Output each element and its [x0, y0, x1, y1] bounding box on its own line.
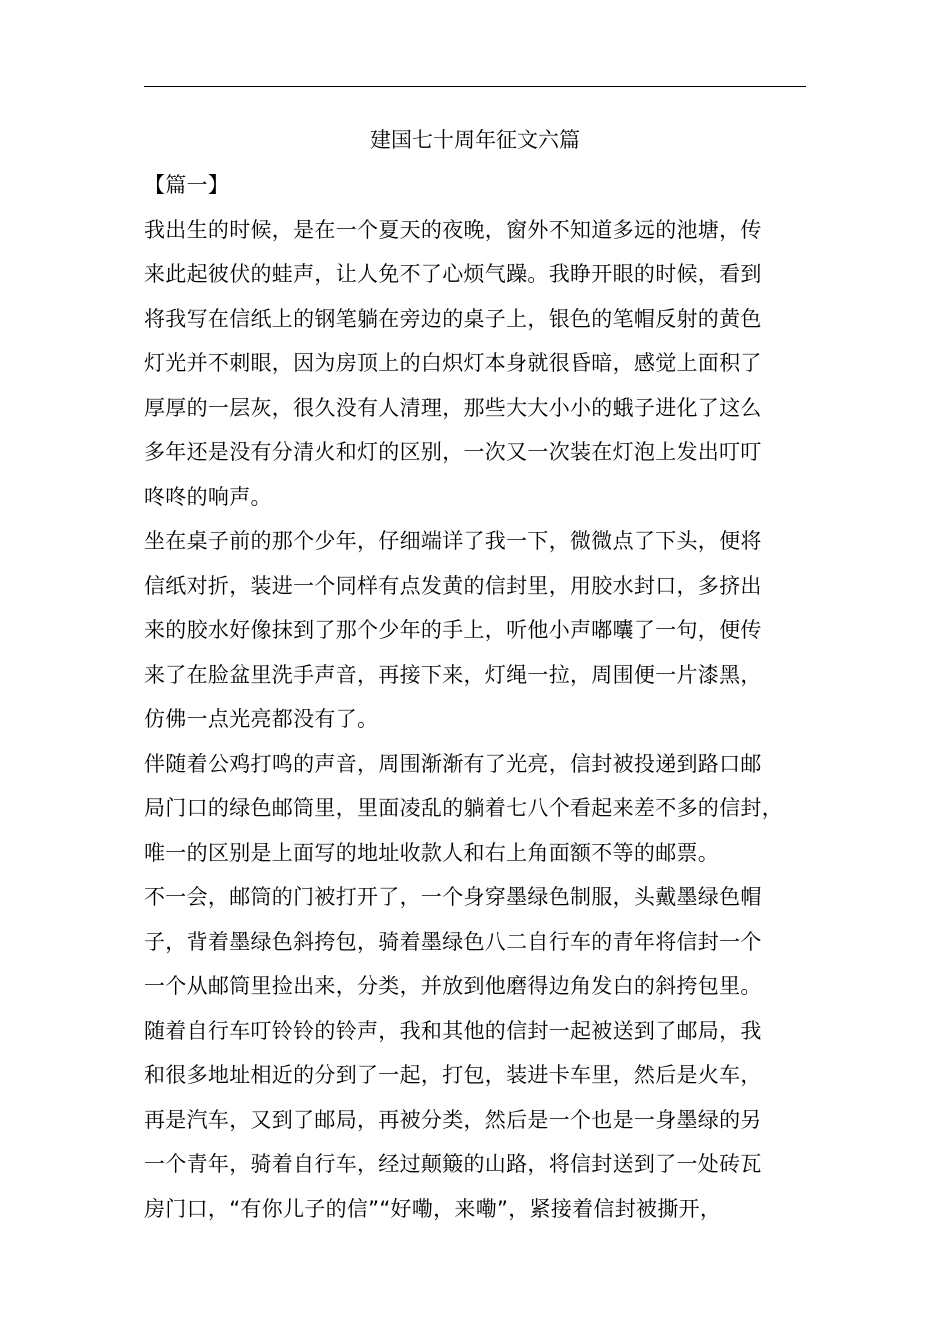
document-title: 建国七十周年征文六篇: [370, 128, 580, 152]
text-line: 厚厚的一层灰，很久没有人清理，那些大大小小的蛾子进化了这么: [144, 395, 762, 420]
text-line: 我出生的时候，是在一个夏天的夜晚，窗外不知道多远的池塘，传: [144, 217, 762, 242]
text-line: 伴随着公鸡打鸣的声音，周围渐渐有了光亮，信封被投递到路口邮: [144, 751, 762, 776]
text-line: 唯一的区别是上面写的地址收款人和右上角面额不等的邮票。: [144, 840, 720, 865]
text-line: 来的胶水好像抹到了那个少年的手上，听他小声嘟囔了一句，便传: [144, 618, 762, 642]
text-line: 将我写在信纸上的钢笔躺在旁边的桌子上，银色的笔帽反射的黄色: [144, 306, 762, 331]
text-line: 信纸对折，装进一个同样有点发黄的信封里，用胶水封口，多挤出: [144, 573, 762, 598]
text-line: 再是汽车，又到了邮局，再被分类，然后是一个也是一身墨绿的另: [144, 1107, 762, 1132]
text-line: 咚咚的响声。: [144, 484, 272, 509]
text-line: 多年还是没有分清火和灯的区别，一次又一次装在灯泡上发出叮叮: [144, 440, 762, 464]
text-line: 坐在桌子前的那个少年，仔细端详了我一下，微微点了下头，便将: [144, 529, 762, 553]
text-line: 一个从邮筒里捡出来，分类，并放到他磨得边角发白的斜挎包里。: [144, 974, 762, 998]
text-line: 灯光并不刺眼，因为房顶上的白炽灯本身就很昏暗，感觉上面积了: [144, 351, 762, 375]
header-rule: [144, 86, 806, 87]
text-line: 仿佛一点光亮都没有了。: [144, 707, 379, 731]
text-line: 局门口的绿色邮筒里，里面凌乱的躺着七八个看起来差不多的信封，: [144, 796, 783, 820]
text-line: 和很多地址相近的分到了一起，打包，装进卡车里，然后是火车，: [144, 1063, 762, 1087]
text-line: 不一会，邮筒的门被打开了，一个身穿墨绿色制服，头戴墨绿色帽: [144, 885, 762, 909]
text-line: 一个青年，骑着自行车，经过颠簸的山路，将信封送到了一处砖瓦: [144, 1152, 762, 1176]
text-line: 房门口，“有你儿子的信”“好嘞，来嘞”，紧接着信封被撕开，: [144, 1196, 722, 1221]
section-heading: 【篇一】: [144, 173, 230, 197]
text-line: 随着自行车叮铃铃的铃声，我和其他的信封一起被送到了邮局，我: [144, 1018, 762, 1043]
text-line: 来了在脸盆里洗手声音，再接下来，灯绳一拉，周围便一片漆黑，: [144, 662, 762, 687]
body-text: [144, 167, 834, 1235]
text-line: 来此起彼伏的蛙声，让人免不了心烦气躁。我睁开眼的时候，看到: [144, 262, 762, 286]
text-line: 子，背着墨绿色斜挎包，骑着墨绿色八二自行车的青年将信封一个: [144, 929, 762, 954]
